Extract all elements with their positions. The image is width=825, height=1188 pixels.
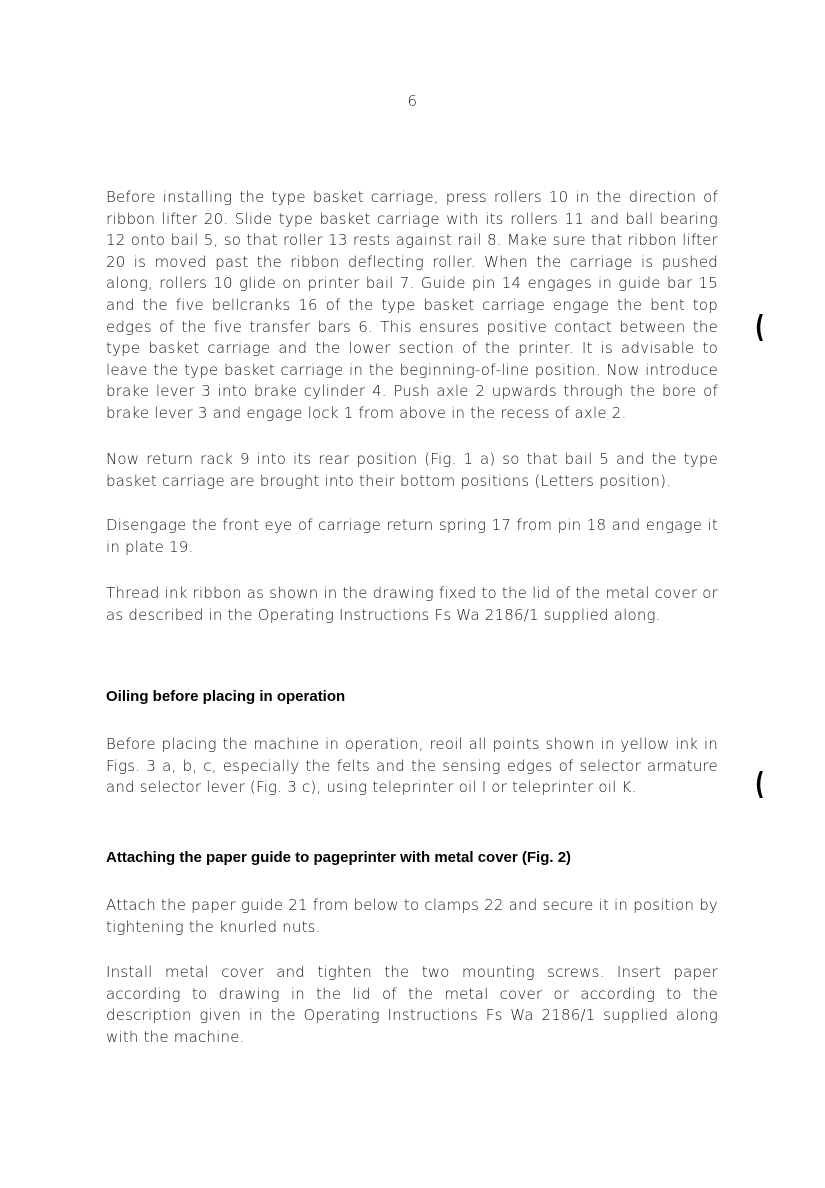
paragraph-metal-cover: Install metal cover and tighten the two mounting screws. Insert paper according to drawing in the lid of the metal cover or according to the description given in the Operating Instructions Fs Wa 2186/1 supplied along with the machine. xyxy=(106,963,718,1046)
paragraph-paper-guide: Attach the paper guide 21 from below to clamps 22 and secure it in position by tightening the knurled nuts. xyxy=(106,896,718,936)
heading-oiling: Oiling before placing in operation xyxy=(106,688,346,705)
paragraph-return-spring: Disengage the front eye of carriage return spring 17 from pin 18 and engage it in plate 19. xyxy=(106,516,718,556)
margin-bracket-mark: ( xyxy=(755,767,765,802)
page-number: 6 xyxy=(407,92,418,110)
paragraph-return-rack: Now return rack 9 into its rear position (Fig. 1 a) so that bail 5 and the type basket carriage are brought into their bottom positions (Letters position). xyxy=(106,450,718,490)
paragraph-oiling: Before placing the machine in operation, reoil all points shown in yellow ink in Figs. 3 a, b, c, especially the felts and the sensing edges of selector armature and selector lever (Fig. 3 c), using teleprinter oil I or teleprinter oil K. xyxy=(106,735,718,797)
margin-bracket-mark: ( xyxy=(755,310,765,345)
heading-paper-guide: Attaching the paper guide to pageprinter with metal cover (Fig. 2) xyxy=(106,849,572,866)
paragraph-carriage-installation: Before installing the type basket carriage, press rollers 10 in the direction of ribbon lifter 20. Slide type basket carriage with its rollers 11 and ball bearing 12 onto bail 5, so that roller 13 rests against rail 8. Make sure that ribbon lifter 20 is moved past the ribbon deflecting roller. When the carriage is pushed along, rollers 10 glide on printer bail 7. Guide pin 14 engages in guide bar 15 and the five bellcranks 16 of the type basket carriage engage the bent top edges of the five transfer bars 6. This ensures positive contact between the type basket carriage and the lower section of the printer. It is advisable to leave the type basket carriage in the beginning-of-line position. Now introduce brake lever 3 into brake cylinder 4. Push axle 2 upwards through the bore of brake lever 3 and engage lock 1 from above in the recess of axle 2. xyxy=(106,188,718,422)
paragraph-ink-ribbon: Thread ink ribbon as shown in the drawing fixed to the lid of the metal cover or as described in the Operating Instructions Fs Wa 2186/1 supplied along. xyxy=(106,584,718,624)
